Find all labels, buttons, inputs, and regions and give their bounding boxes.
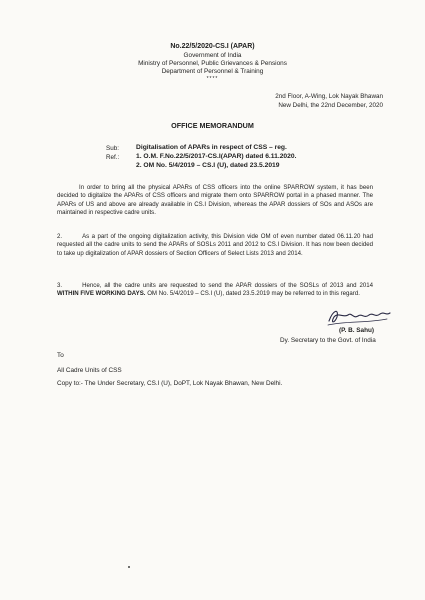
memo-title: OFFICE MEMORANDUM [171, 121, 254, 130]
government-line: Government of India [183, 52, 242, 59]
paragraph-1: In order to bring all the physical APARs of CSS officers into the online SPARROW system, it has been decided to digitalize the APARs of CSS officers and migrate them onto SPARROW portal in a phased manner. The APARs of US and above are already available in CS.I Division, whereas the APAR dossiers of SOs and ASOs are maintained in respective cadre units. [57, 184, 373, 217]
paragraph-3-text-end: OM No. 5/4/2019 – CS.I (U), dated 23.5.2019 may be referred to in this regard. [147, 290, 360, 298]
copy-to: Copy to:- The Under Secretary, CS.I (U), DoPT, Lok Nayak Bhawan, New Delhi. [57, 380, 283, 387]
signature-scribble [325, 306, 395, 328]
paragraph-2-text: As a part of the ongoing digitalization activity, this Division vide OM of even number dated 06.11.20 had requested all the cadre units to send the APARs of SOSLs 2011 and 2012 to CS.I Division. It has now been decided to take up digitalization of APAR dossiers of Section Officers of Select Lists 2013 and 2014. [57, 233, 373, 257]
subject-text: Digitalisation of APARs in respect of CSS – reg. [136, 144, 287, 151]
page-mark [128, 566, 130, 568]
reference-label: Ref.: [106, 154, 120, 161]
address-line-2: New Delhi, the 22nd December, 2020 [278, 102, 383, 109]
paragraph-3-number: 3. [57, 282, 63, 289]
reference-2: 2. OM No. 5/4/2019 – CS.I (U), dated 23.5.2019 [136, 162, 280, 169]
department-line: Department of Personnel & Training [161, 68, 264, 75]
subject-label: Sub: [106, 145, 119, 152]
signatory-designation: Dy. Secretary to the Govt. of India [280, 337, 376, 344]
signatory-name: (P. B. Sahu) [339, 327, 375, 334]
to-label: To [57, 352, 64, 359]
address-line-1: 2nd Floor, A-Wing, Lok Nayak Bhawan [275, 93, 383, 100]
paragraph-2-number: 2. [57, 233, 63, 240]
header-stars: **** [206, 76, 219, 82]
addressee: All Cadre Units of CSS [57, 367, 122, 374]
ministry-line: Ministry of Personnel, Public Grievances & Pensions [138, 60, 287, 67]
reference-1: 1. O.M. F.No.22/5/2017-CS.I(APAR) dated 6.11.2020. [136, 153, 297, 160]
paragraph-2 [57, 233, 373, 258]
paragraph-3-text: Hence, all the cadre units are requested to send the APAR dossiers of the SOSLs of 2013 and 2014 [82, 282, 373, 289]
memo-number: No.22/5/2020-CS.I (APAR) [170, 43, 255, 50]
paragraph-3 [57, 282, 373, 299]
paragraph-3-emphasis: WITHIN FIVE WORKING DAYS. [57, 290, 146, 298]
